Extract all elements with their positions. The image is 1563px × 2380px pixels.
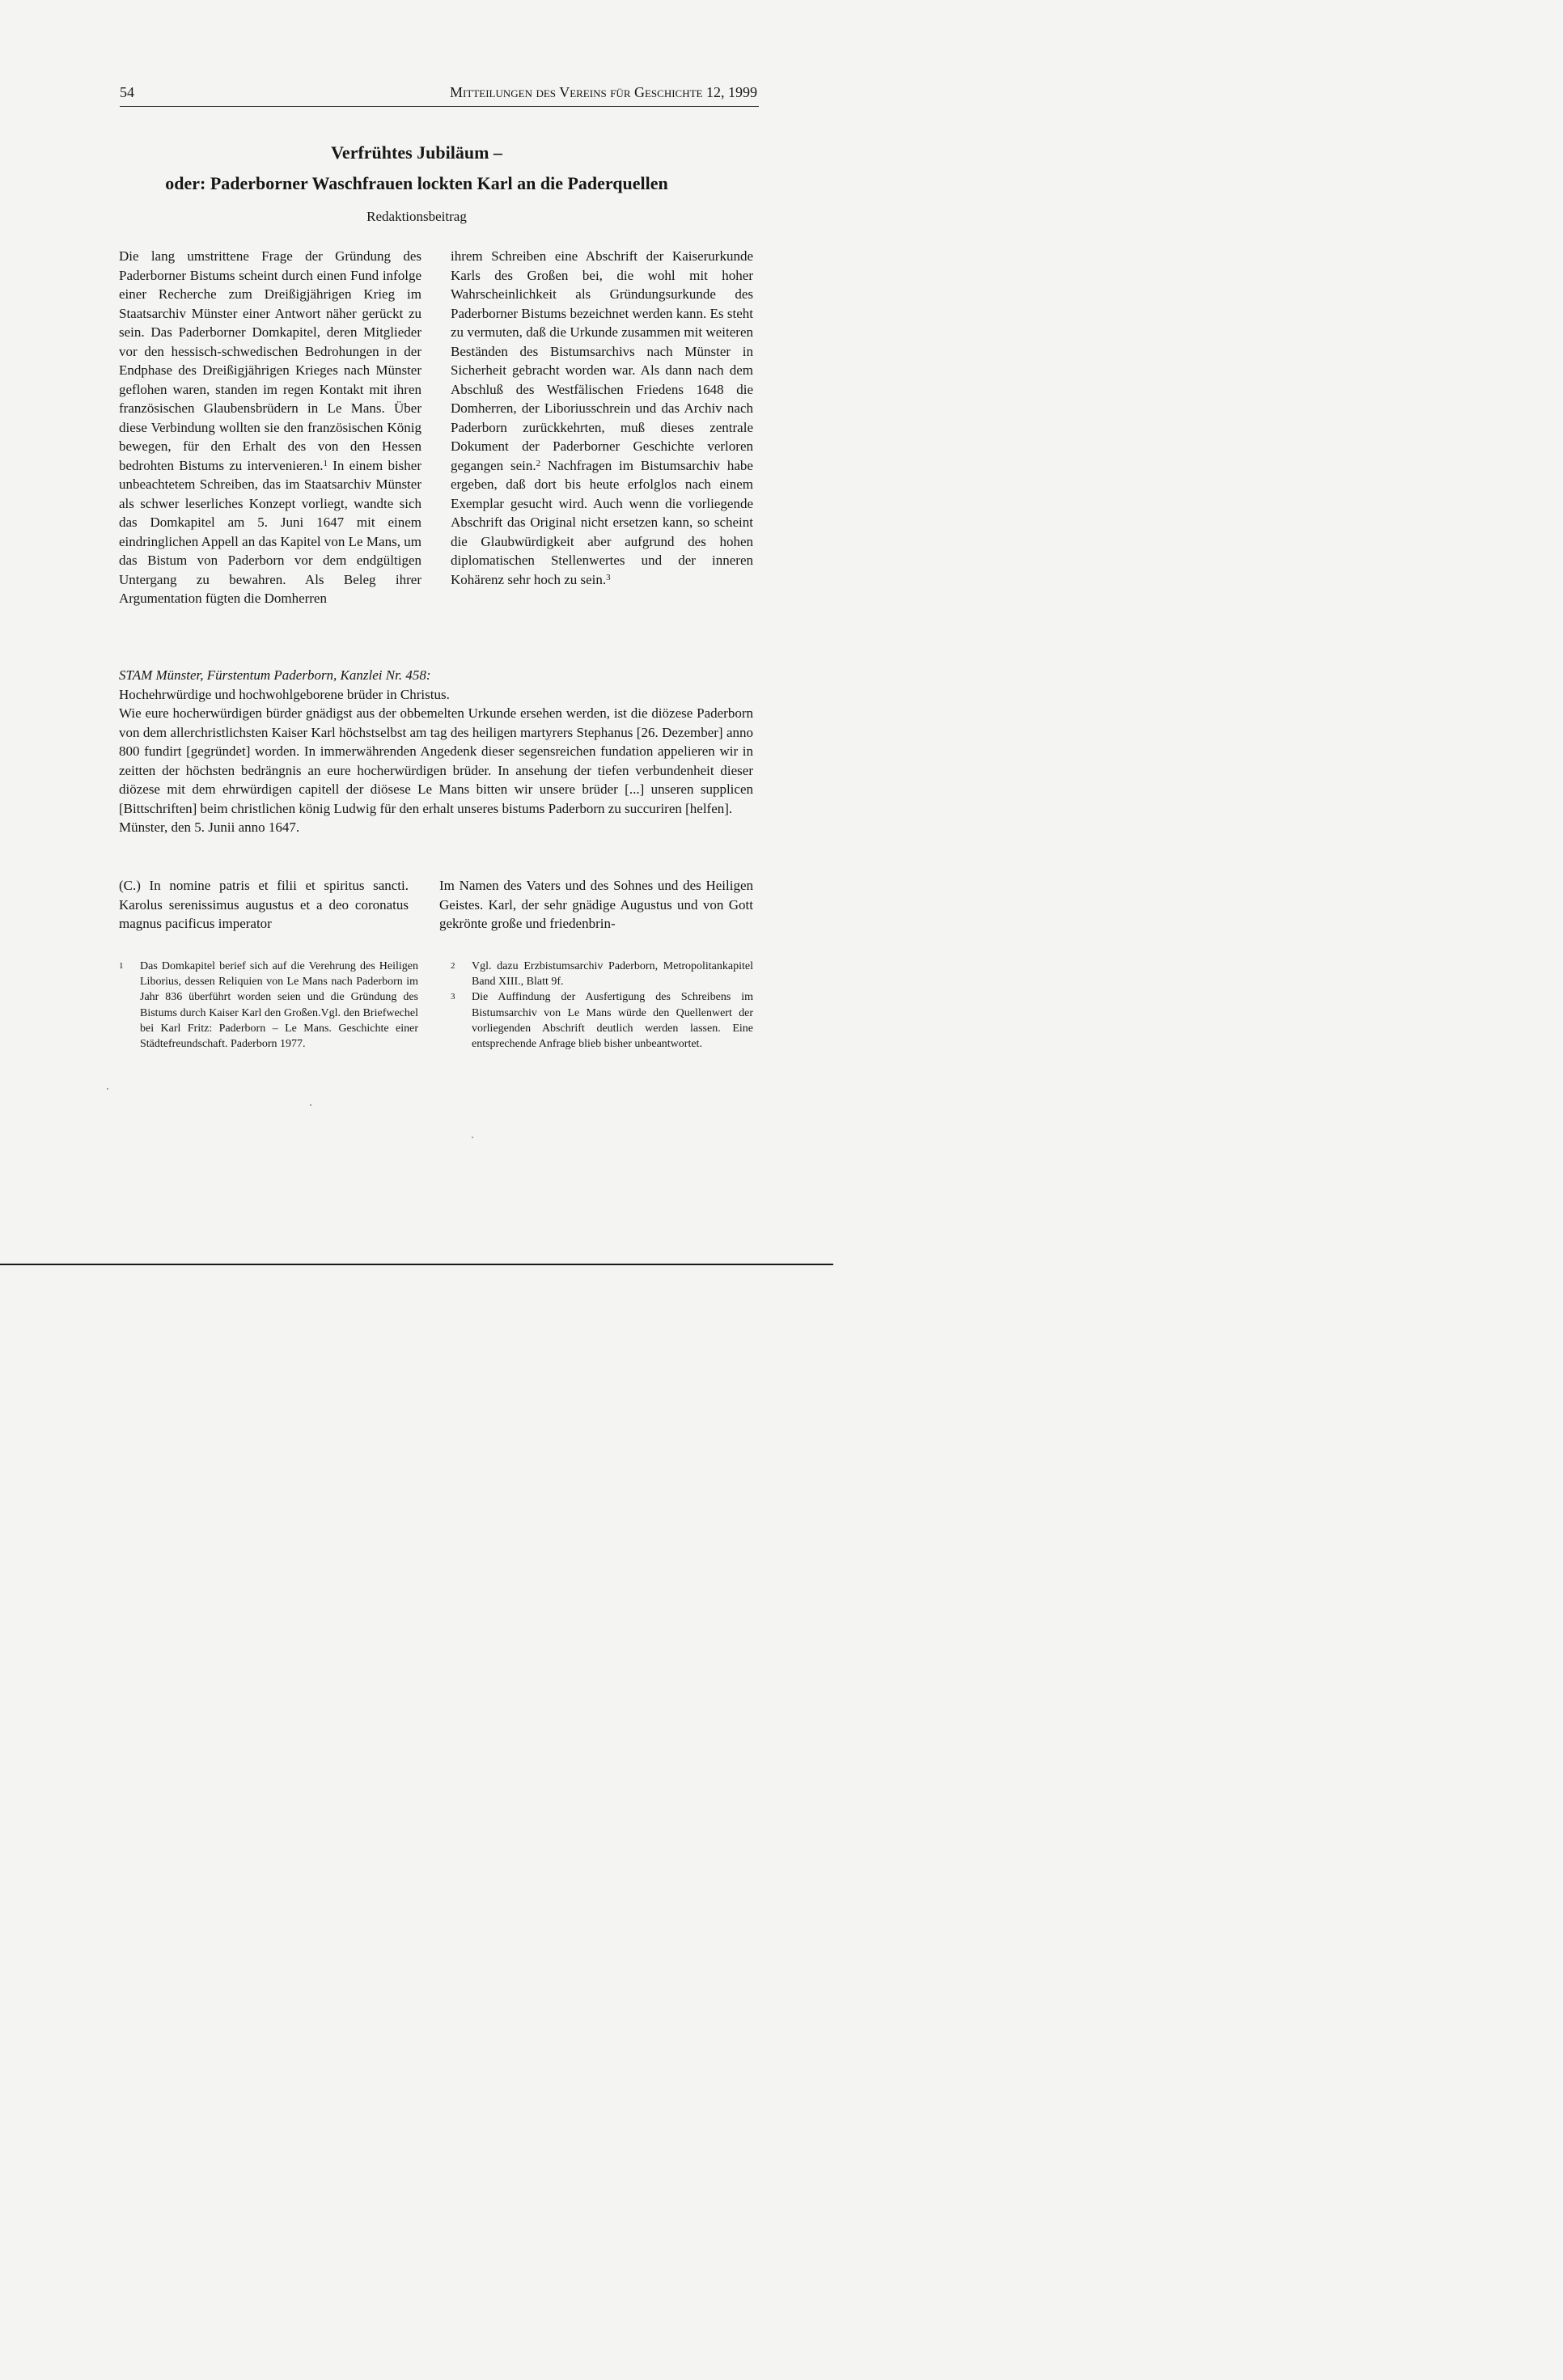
source-salutation: Hochehrwürdige und hochwohlgeborene brüder in Christus. — [119, 686, 450, 702]
footnote-number: 2 — [451, 961, 455, 971]
article-subtitle: oder: Paderborner Waschfrauen lockten Karl an die Paderquellen — [165, 173, 668, 193]
scan-speck — [107, 1088, 108, 1090]
footnote-3 — [451, 989, 753, 1052]
footnotes-left — [119, 959, 418, 1052]
footnote-ref-3[interactable]: 3 — [606, 572, 611, 582]
scan-speck — [310, 1104, 311, 1106]
running-title: Mitteilungen des Vereins für Geschichte 12, 1999 — [450, 84, 757, 100]
footnote-text: Das Domkapitel berief sich auf die Verehrung des Heiligen Liborius, dessen Reliquien von Le Mans nach Paderborn im Jahr 836 überführt worden seien und die Gründung des Bistums durch Kaiser Karl den Großen.Vgl. den Briefwechel bei Karl Fritz: Paderborn – Le Mans. Geschichte einer Städtefreundschaft. Paderborn 1977. — [140, 960, 418, 1051]
footnote-number: 1 — [119, 961, 124, 971]
byline: Redaktionsbeitrag — [366, 209, 467, 224]
source-closing: Münster, den 5. Junii anno 1647. — [119, 819, 300, 835]
body-left-text-1: Die lang umstrittene Frage der Gründung des Paderborner Bistums scheint durch einen Fund infolge einer Recherche zum Dreißigjährigen Krieg im Staatsarchiv Münster einer Antwort näher gerückt zu sein. Das Paderborner Domkapitel, deren Mitglieder vor den hessisch-schwedischen Bedrohungen in der Endphase des Dreißigjährigen Krieges nach Münster geflohen waren, standen im regen Kontakt mit ihren französischen Glaubensbrüdern in Le Mans. Über diese Verbindung wollten sie den französischen König bewegen, für den Erhalt des von den Hessen bedrohten Bistums zu intervenieren. — [119, 248, 421, 473]
footnote-ref-1[interactable]: 1 — [323, 458, 328, 468]
page-number: 54 — [120, 84, 134, 100]
footnote-text: Vgl. dazu Erzbistumsarchiv Paderborn, Metropolitankapitel Band XIII., Blatt 9f. — [472, 960, 753, 989]
footnotes-right — [451, 959, 753, 1052]
charter-german: Im Namen des Vaters und des Sohnes und des Heiligen Geistes. Karl, der sehr gnädige Augustus und von Gott gekrönte große und friedenbrin- — [439, 878, 753, 931]
source-block — [119, 666, 753, 837]
charter-latin: (C.) In nomine patris et filii et spiritus sancti. Karolus serenissimus augustus et a deo coronatus magnus pacificus imperator — [119, 878, 409, 931]
scan-speck — [472, 1137, 473, 1138]
source-text: Wie eure hocherwürdigen bürder gnädigst aus der obbemelten Urkunde ersehen werden, ist die diözese Paderborn von dem allerchristlichsten Kaiser Karl höchstselbst am tag des heiligen martyrers Stephanus [26. Dezember] anno 800 fundirt [gegründet] worden. In immerwährenden Angedenk dieser segensreichen fundation appelieren wir in zeitten der höchsten bedrängnis an eure hocherwürdigen brüder. In ansehung der tiefen verbundenheit dieser diözese mit dem ehrwürdigen capitell der diösese Le Mans bitten wir unsere brüder [...] unseren supplicen [Bittschriften] beim christlichen könig Ludwig für den erhalt unseres bistums Paderborn zu succuriren [helfen]. — [119, 705, 753, 816]
scan-edge-line — [0, 1264, 833, 1265]
footnote-number: 3 — [451, 992, 455, 1002]
body-left-column — [119, 247, 421, 608]
body-right-text-2: Nachfragen im Bistumsarchiv habe ergeben, daß dort bis heute erfolglos nach einem Exemplar gesucht wird. Auch wenn die vorliegende Abschrift das Original nicht ersetzen kann, so scheint die Glaubwürdigkeit aber aufgrund des hohen diplomatischen Stellenwertes und der inneren Kohärenz sehr hoch zu sein. — [451, 457, 753, 587]
body-right-column — [451, 247, 753, 589]
footnote-1 — [119, 959, 418, 1052]
footnote-ref-2[interactable]: 2 — [536, 458, 541, 468]
header-rule — [120, 106, 759, 107]
article-title: Verfrühtes Jubiläum – — [331, 142, 502, 163]
footnote-2 — [451, 959, 753, 989]
body-right-text-1: ihrem Schreiben eine Abschrift der Kaiserurkunde Karls des Großen bei, die wohl mit hoher Wahrscheinlichkeit als Gründungsurkunde des Paderborner Bistums bezeichnet werden kann. Es steht zu vermuten, daß die Urkunde zusammen mit weiteren Beständen des Bistumsarchivs nach Münster in Sicherheit gebracht worden war. Als dann nach dem Abschluß des Westfälischen Friedens 1648 die Domherren, der Liboriusschrein und das Archiv nach Paderborn zurückkehrten, muß dieses zentrale Dokument der Paderborner Geschichte verloren gegangen sein. — [451, 248, 753, 473]
footnote-text: Die Auffindung der Ausfertigung des Schreibens im Bistumsarchiv von Le Mans würde den Quellenwert der vorliegenden Abschrift deutlich werden lassen. Eine entsprechende Anfrage blieb bisher unbeantwortet. — [472, 991, 753, 1051]
body-left-text-2: In einem bisher unbeachtetem Schreiben, das im Staatsarchiv Münster als schwer leserliches Konzept vorliegt, wandte sich das Domkapitel am 5. Juni 1647 mit einem eindringlichen Appell an das Kapitel von Le Mans, um das Bistum von Paderborn vor dem endgültigen Untergang zu bewahren. Als Beleg ihrer Argumentation fügten die Domherren — [119, 457, 421, 606]
source-citation: STAM Münster, Fürstentum Paderborn, Kanzlei Nr. 458: — [119, 667, 431, 683]
